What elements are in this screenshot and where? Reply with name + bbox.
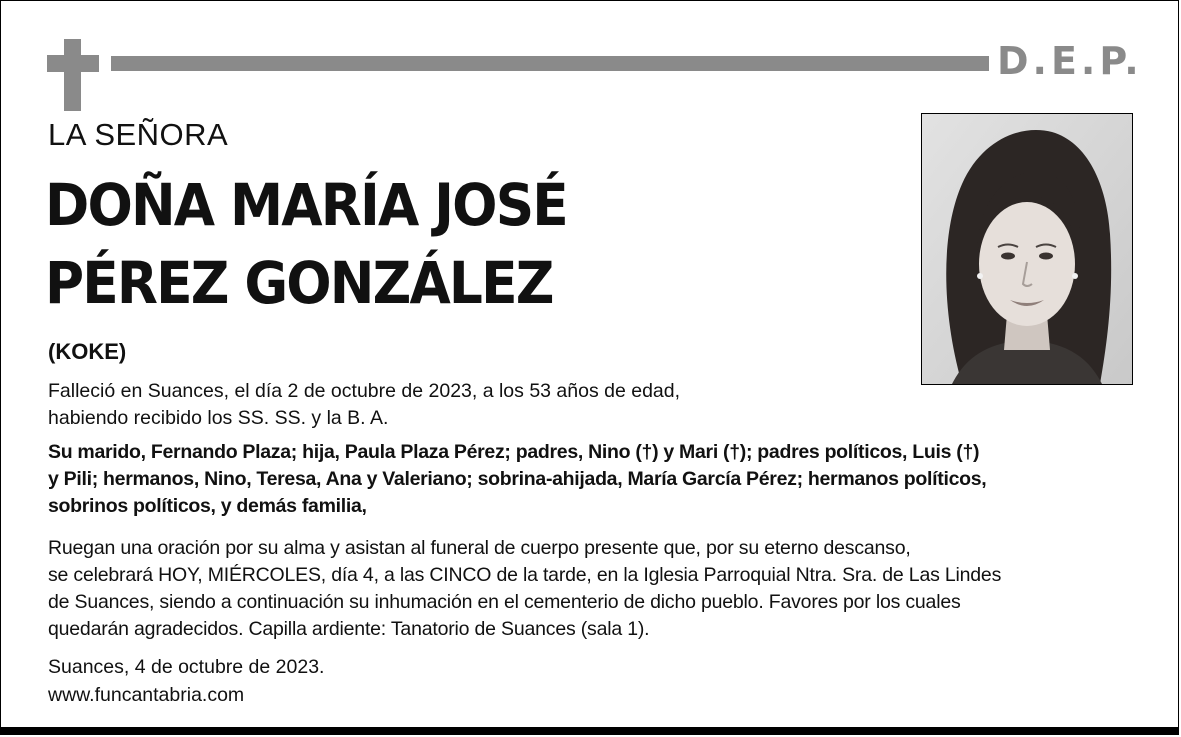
deceased-name [45,166,567,322]
name-line-2: PÉREZ GONZÁLEZ [45,249,553,317]
death-notice: Falleció en Suances, el día 2 de octubre de 2023, a los 53 años de edad, habiendo recibido los SS. SS. y la B. A. [48,380,681,429]
family-list: Su marido, Fernando Plaza; hija, Paula Plaza Pérez; padres, Nino (†) y Mari (†); padres políticos, Luis (†) y Pili; hermanos, Nino, Teresa, Ana y Valeriano; sobrina-ahijada, María García Pérez; hermanos políticos, sobrinos políticos, y demás familia, [48,441,987,517]
place-and-date: Suances, 4 de octubre de 2023. [48,656,325,678]
website: www.funcantabria.com [48,684,245,706]
honorific: LA SEÑORA [48,117,229,152]
name-line-1: DOÑA MARÍA JOSÉ [45,171,567,239]
funeral-details: Ruegan una oración por su alma y asistan al funeral de cuerpo presente que, por su eterno descanso, se celebrará HOY, MIÉRCOLES, día 4, a las CINCO de la tarde, en la Iglesia Parroquial Ntra. Sra. de Las Lindes de Suances, siendo a continuación su inhumación en el cementerio de dicho pueblo. Favores por los cuales quedarán agradecidos. Capilla ardiente: Tanatorio de Suances (sala 1). [48,537,1002,640]
portrait-photo [921,113,1133,385]
header-rule [111,56,989,71]
dep-label: D.E.P. [997,39,1143,83]
nickname: (KOKE) [48,339,127,364]
cross-icon [47,39,99,111]
